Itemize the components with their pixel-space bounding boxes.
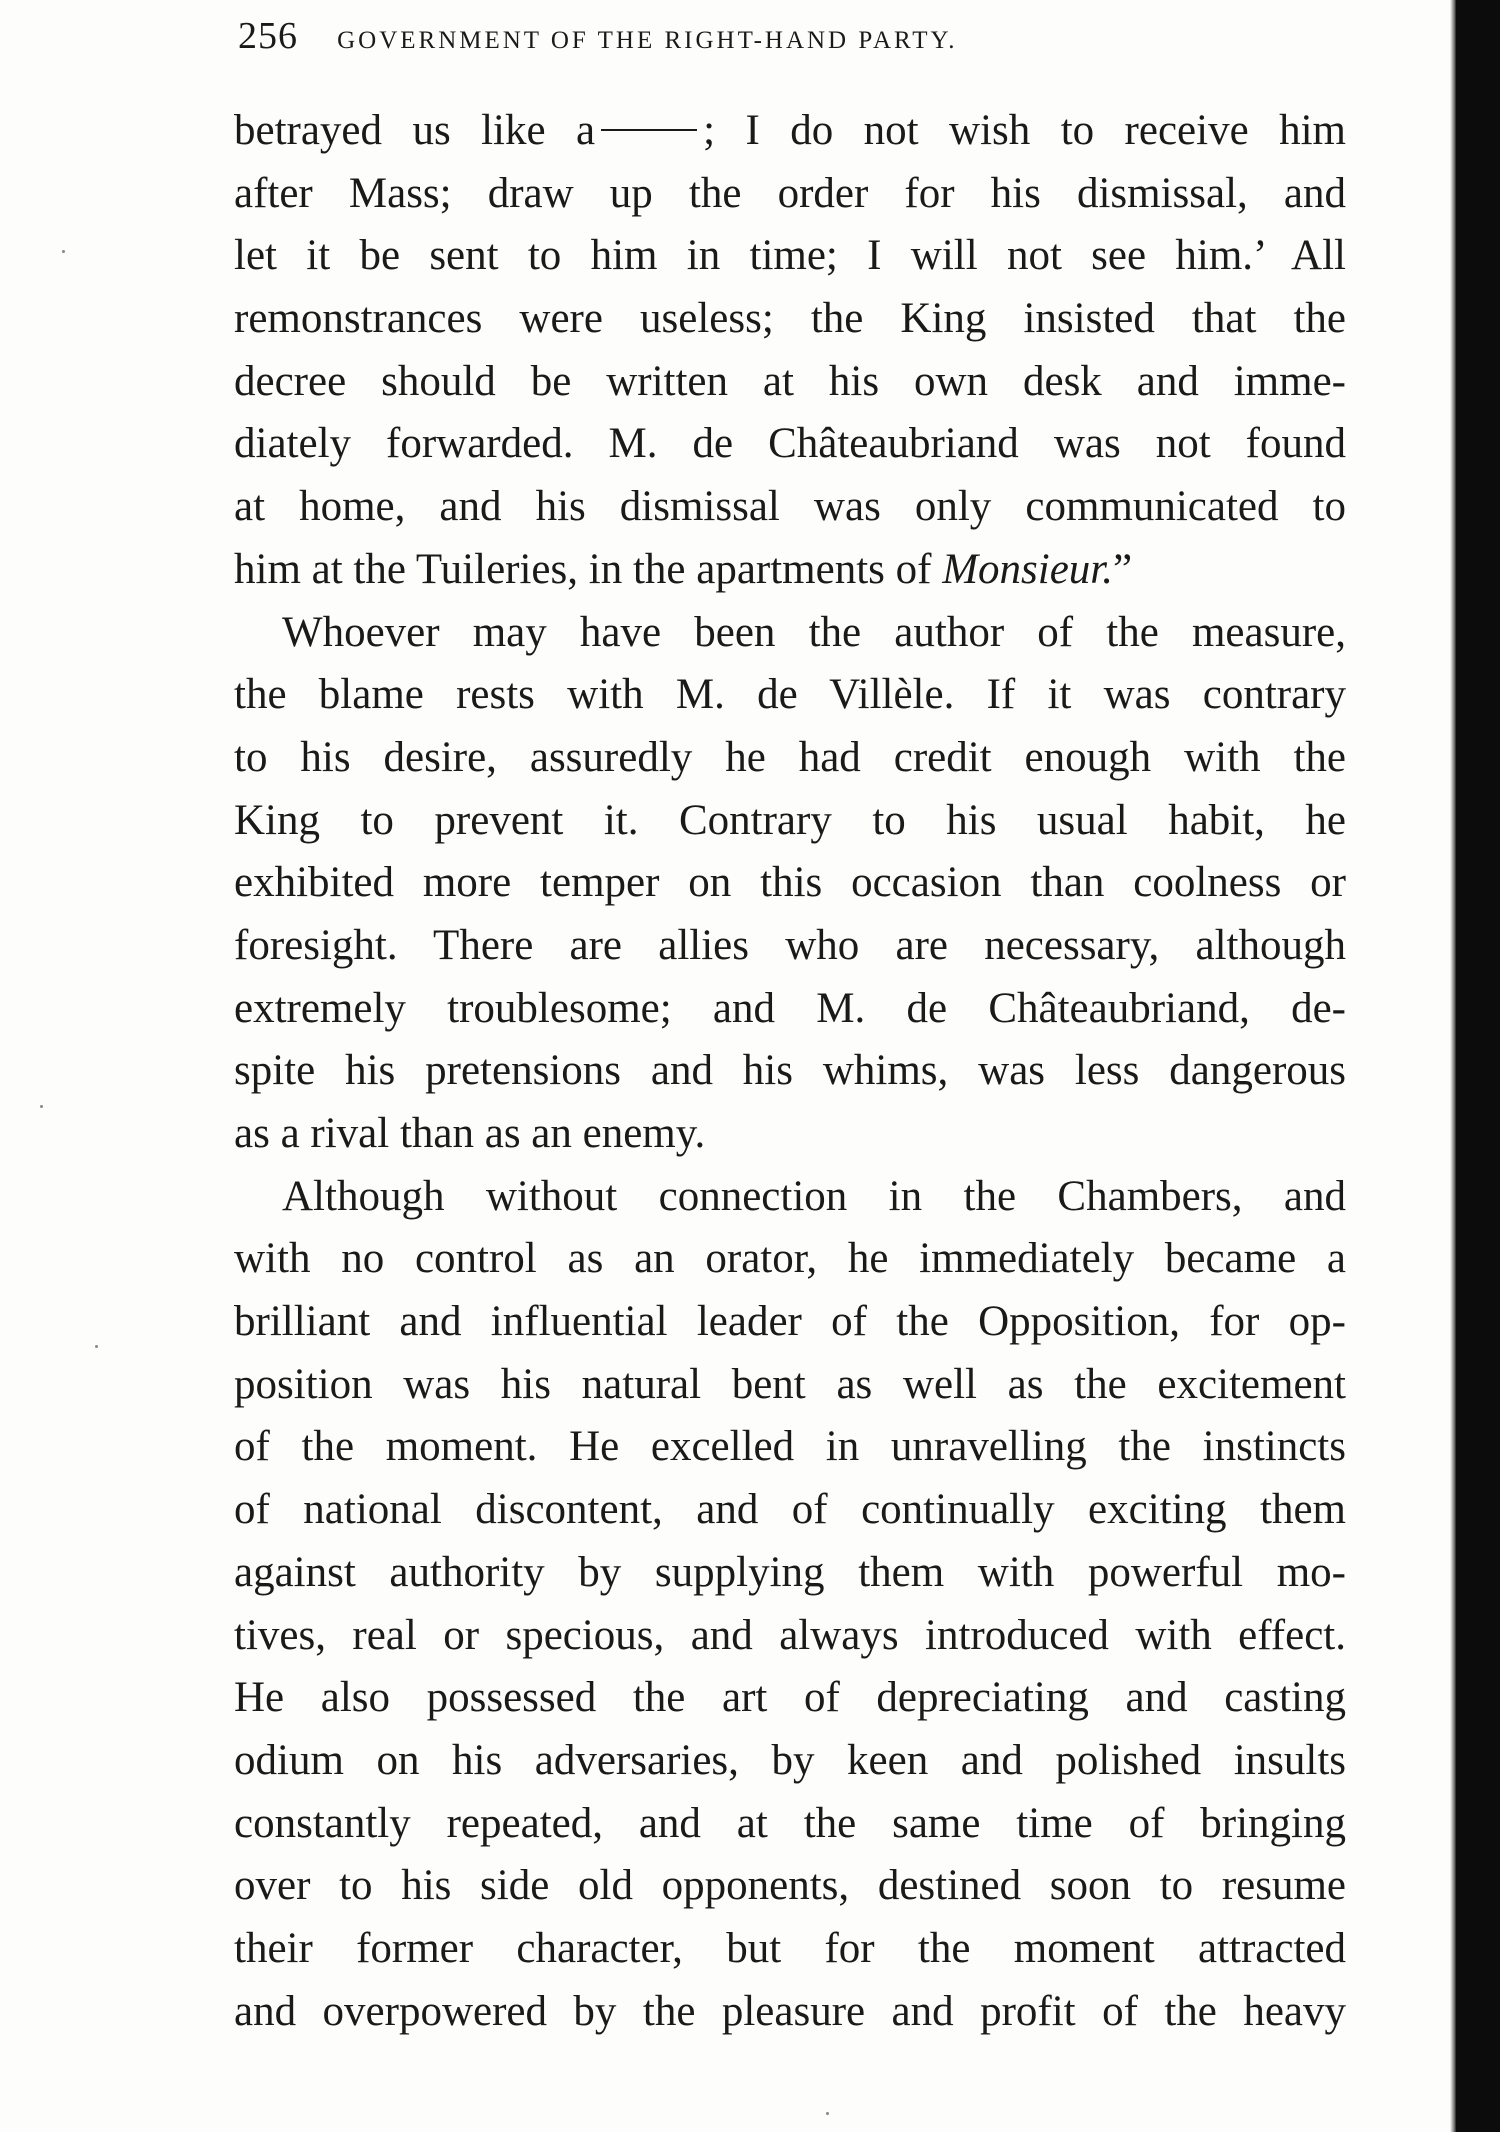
text-line: at home, and his dismissal was only communicated to [234, 483, 1346, 531]
text-line: odium on his adversaries, by keen and polished insults [234, 1736, 1346, 1784]
text-line: brilliant and influential leader of the Opposition, for op- [234, 1298, 1346, 1346]
page-number: 256 [238, 15, 298, 57]
text-line: the blame rests with M. de Villèle. If it was contrary [234, 671, 1346, 719]
text-line: and overpowered by the pleasure and profit of the heavy [234, 1987, 1346, 2035]
text-line: King to prevent it. Contrary to his usual habit, he [234, 796, 1346, 844]
text-line: He also possessed the art of depreciating and casting [234, 1674, 1346, 1722]
text-line: let it be sent to him in time; I will not see him.’ All [234, 232, 1346, 280]
paragraph-start-line: Whoever may have been the author of the measure, [282, 608, 1346, 656]
body-text [234, 100, 1346, 2043]
text-line: as a rival than as an enemy. [234, 1110, 706, 1157]
scan-speck [95, 1345, 98, 1348]
text-line: of national discontent, and of continually exciting them [234, 1486, 1346, 1534]
paragraph-start-line: Although without connection in the Chambers, and [282, 1172, 1346, 1220]
text-line: over to his side old opponents, destined soon to resume [234, 1862, 1346, 1910]
text-line: against authority by supplying them with powerful mo- [234, 1548, 1346, 1596]
text-line: extremely troublesome; and M. de Châteaubriand, de- [234, 984, 1346, 1032]
text-line: remonstrances were useless; the King insisted that the [234, 295, 1346, 343]
page-edge-shadow [1456, 0, 1500, 2132]
running-title: GOVERNMENT OF THE RIGHT-HAND PARTY. [337, 27, 958, 54]
text-line: with no control as an orator, he immediately became a [234, 1235, 1346, 1283]
text-line: position was his natural bent as well as the excitement [234, 1360, 1346, 1408]
text-line: to his desire, assuredly he had credit enough with the [234, 733, 1346, 781]
text-line: tives, real or specious, and always introduced with effect. [234, 1611, 1346, 1659]
scan-speck [40, 1105, 43, 1108]
text-line: their former character, but for the moment attracted [234, 1924, 1346, 1972]
em-dash-blank [601, 129, 697, 131]
page-header [238, 14, 1238, 60]
text-line: diately forwarded. M. de Châteaubriand was not found [234, 420, 1346, 468]
text-line: decree should be written at his own desk and imme- [234, 357, 1346, 405]
text-line: of the moment. He excelled in unravelling the instincts [234, 1423, 1346, 1471]
text-line: exhibited more temper on this occasion than coolness or [234, 859, 1346, 907]
text-line: betrayed us like a ; I do not wish to receive him [234, 107, 1346, 154]
text-line: him at the Tuileries, in the apartments of Monsieur.” [234, 545, 1133, 593]
scan-speck [826, 2112, 829, 2115]
text-line: foresight. There are allies who are necessary, although [234, 921, 1346, 969]
scan-speck [62, 250, 65, 253]
text-line: constantly repeated, and at the same time of bringing [234, 1799, 1346, 1847]
text-line: after Mass; draw up the order for his dismissal, and [234, 169, 1346, 217]
text-line: spite his pretensions and his whims, was less dangerous [234, 1047, 1346, 1095]
